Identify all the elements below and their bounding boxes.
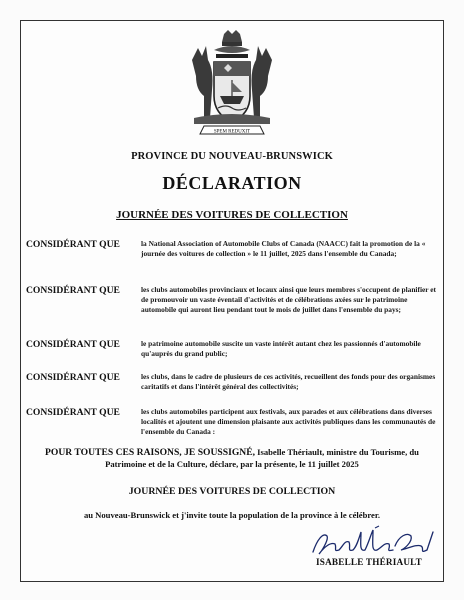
clause-text: les clubs, dans le cadre de plusieurs de ces activités, recueillent des fonds pour des organismes caritatifs et dans l'intérêt général des collectivités; <box>141 372 436 392</box>
whereas-clause-2 <box>26 285 438 316</box>
clause-lead: CONSIDÉRANT QUE <box>26 339 120 350</box>
clause-text: les clubs automobiles participent aux festivals, aux parades et aux célébrations dans diverses localités et ajoutent une dimension plaisante aux activités publiques dans les communautés de l'ensemble du Canada : <box>141 407 436 437</box>
province-heading: PROVINCE DU NOUVEAU-BRUNSWICK <box>131 151 333 162</box>
proclamation-text: Isabelle Thériault, ministre du Tourisme, du Patrimoine et de la Culture, déclare, par la présente, le 11 juillet 2025 <box>105 447 419 469</box>
coat-of-arms-emblem <box>184 30 280 140</box>
proclamation-caps: POUR TOUTES CES RAISONS, JE SOUSSIGNÉ, <box>45 447 256 458</box>
proclamation-paragraph <box>36 447 428 470</box>
declaration-subtitle: JOURNÉE DES VOITURES DE COLLECTION <box>116 209 348 221</box>
clause-lead: CONSIDÉRANT QUE <box>26 239 120 250</box>
clause-lead: CONSIDÉRANT QUE <box>26 407 120 418</box>
whereas-clause-3 <box>26 339 438 359</box>
clause-lead: CONSIDÉRANT QUE <box>26 372 120 383</box>
clause-text: le patrimoine automobile suscite un vaste intérêt autant chez les passionnés d'automobile qu'auprès du grand public; <box>141 339 421 359</box>
closing-title: JOURNÉE DES VOITURES DE COLLECTION <box>128 486 336 497</box>
handwritten-signature <box>305 522 437 562</box>
signer-name: ISABELLE THÉRIAULT <box>316 557 422 567</box>
clause-text: la National Association of Automobile Clubs of Canada (NAACC) fait la promotion de la « journée des voitures de collection » le 11 juillet, 2025 dans l'ensemble du Canada; <box>141 239 426 259</box>
whereas-clause-5 <box>26 407 438 438</box>
whereas-clause-4 <box>26 372 438 392</box>
clause-lead: CONSIDÉRANT QUE <box>26 285 120 296</box>
crest-motto: SPEM REDUXIT <box>213 129 251 135</box>
page-title: DÉCLARATION <box>162 173 302 193</box>
whereas-clause-1 <box>26 239 438 259</box>
closing-invitation: au Nouveau-Brunswick et j'invite toute la population de la province à le célébrer. <box>83 510 381 520</box>
clause-text: les clubs automobiles provinciaux et locaux ainsi que leurs membres s'occupent de planifier et de promouvoir un vaste éventail d'activités et de célébrations axées sur le patrimoine automobile qui auront lieu pendant tout le mois de juillet dans l'ensemble du pays; <box>141 285 437 315</box>
